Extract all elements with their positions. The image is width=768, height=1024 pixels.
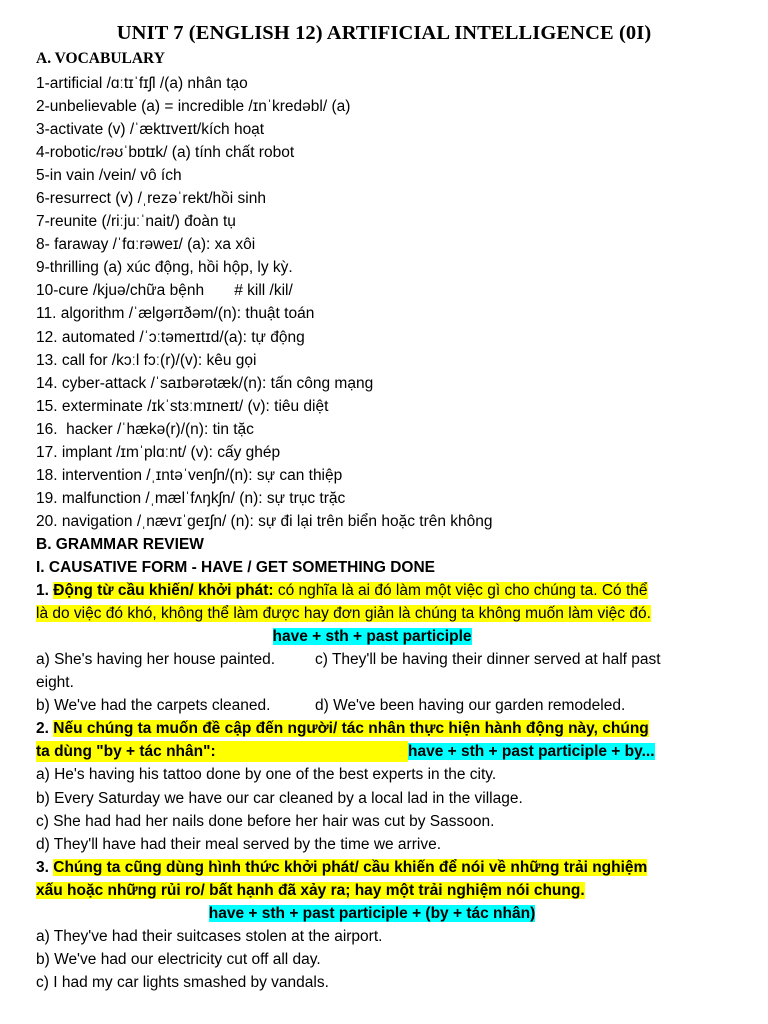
vocabulary-list (36, 73, 493, 534)
point-2-formula: have + sth + past participle + by... (408, 743, 655, 761)
vocab-item: 12. automated /ˈɔːtəmeɪtɪd/(a): tự động (36, 328, 305, 346)
vocab-item: 14. cyber-attack /ˈsaɪbərətæk/(n): tấn công mạng (36, 374, 374, 392)
point-1-text-a: có nghĩa là ai đó làm một việc gì cho chúng ta. Có thể (273, 582, 648, 600)
vocab-item: 4-robotic/rəʊˈbɒtɪk/ (a) tính chất robot (36, 144, 295, 162)
point-1-heading: Động từ cầu khiến/ khởi phát: (53, 582, 274, 600)
point-3-number: 3. (36, 858, 49, 876)
example: b) Every Saturday we have our car cleaned by a local lad in the village. (36, 789, 523, 807)
point-3-formula: have + sth + past participle + (by + tác nhân) (208, 904, 536, 922)
example: a) He's having his tattoo done by one of the best experts in the city. (36, 766, 497, 784)
example-a: a) She's having her house painted. (36, 651, 276, 669)
vocab-item: 18. intervention /ˌɪntəˈvenʃn/(n): sự can thiệp (36, 466, 343, 484)
example-b: b) We've had the carpets cleaned. (36, 697, 271, 715)
example: b) We've had our electricity cut off all day. (36, 950, 321, 968)
example-d: d) We've been having our garden remodeled. (315, 697, 626, 715)
vocab-item: 8- faraway /ˈfɑːrəweɪ/ (a): xa xôi (36, 236, 256, 254)
example: c) I had my car lights smashed by vandals. (36, 973, 329, 991)
vocab-item: 5-in vain /vein/ vô ích (36, 167, 182, 185)
section-a-heading: A. VOCABULARY (36, 50, 165, 67)
page-title: UNIT 7 (ENGLISH 12) ARTIFICIAL INTELLIGENCE (0I) (116, 22, 652, 44)
vocab-item: 17. implant /ɪmˈplɑːnt/ (v): cấy ghép (36, 443, 281, 461)
point-3-line-1 (36, 857, 708, 880)
section-b-heading: B. GRAMMAR REVIEW (36, 536, 204, 553)
point-2-line-1 (36, 718, 708, 741)
point-3-line-2 (36, 880, 708, 903)
vocab-item: 9-thrilling (a) xúc động, hồi hộp, ly kỳ. (36, 259, 293, 277)
point-2-text-b: ta dùng "by + tác nhân": (36, 741, 408, 762)
point-1-formula: have + sth + past participle (272, 628, 472, 646)
vocab-item: 10-cure /kjuə/chữa bệnh # kill /kil/ (36, 282, 293, 300)
point-3-formula-line (36, 903, 708, 926)
point-1-number: 1. (36, 582, 49, 600)
vocab-item: 7-reunite (/riːjuːˈnait/) đoàn tụ (36, 213, 236, 231)
point-1-text-b: là do việc đó khó, không thể làm được hay đơn giản là chúng ta không muốn làm việc đó. (36, 605, 651, 623)
example: a) They've had their suitcases stolen at the airport. (36, 927, 383, 945)
vocab-item: 19. malfunction /ˌmælˈfʌŋkʃn/ (n): sự trục trặc (36, 489, 346, 507)
vocab-item: 2-unbelievable (a) = incredible /ɪnˈkredəbl/ (a) (36, 98, 351, 116)
vocab-item: 16. hacker /ˈhækə(r)/(n): tin tặc (36, 420, 254, 438)
example-row (36, 695, 708, 718)
grammar-section (36, 534, 708, 995)
example-c: c) They'll be having their dinner served at half past (315, 651, 661, 669)
vocab-item: 1-artificial /ɑːtɪˈfɪʃl /(a) nhân tạo (36, 75, 248, 92)
example: c) She had had her nails done before her hair was cut by Sassoon. (36, 812, 495, 830)
vocab-item: 11. algorithm /ˈælgərɪðəm/(n): thuật toán (36, 305, 315, 323)
causative-heading: I. CAUSATIVE FORM - HAVE / GET SOMETHING DONE (36, 559, 435, 577)
vocab-item: 20. navigation /ˌnævɪˈgeɪʃn/ (n): sự đi lại trên biển hoặc trên không (36, 512, 493, 530)
vocab-item: 3-activate (v) /ˈæktɪveɪt/kích hoạt (36, 121, 265, 139)
point-3-text-b: xấu hoặc những rủi ro/ bất hạnh đã xảy ra; hay một trải nghiệm nói chung. (36, 881, 585, 899)
example-row (36, 649, 708, 672)
point-1-line-2 (36, 603, 708, 626)
point-2-line-2 (36, 741, 708, 764)
vocab-item: 13. call for /kɔːl fɔː(r)/(v): kêu gọi (36, 351, 257, 369)
vocab-item: 15. exterminate /ɪkˈstɜːmɪneɪt/ (v): tiêu diệt (36, 397, 329, 415)
point-1-line-1 (36, 580, 708, 603)
point-2-text-a: Nếu chúng ta muốn đề cập đến người/ tác nhân thực hiện hành động này, chúng (53, 720, 649, 738)
vocab-item: 6-resurrect (v) /ˌrezəˈrekt/hồi sinh (36, 190, 266, 208)
point-1-text (53, 582, 647, 599)
point-3-text-a: Chúng ta cũng dùng hình thức khởi phát/ cầu khiến để nói về những trải nghiệm (53, 858, 648, 876)
example: d) They'll have had their meal served by the time we arrive. (36, 835, 441, 853)
example-c-continued: eight. (36, 674, 74, 692)
point-1-formula-line (36, 626, 708, 649)
point-2-number: 2. (36, 720, 49, 738)
